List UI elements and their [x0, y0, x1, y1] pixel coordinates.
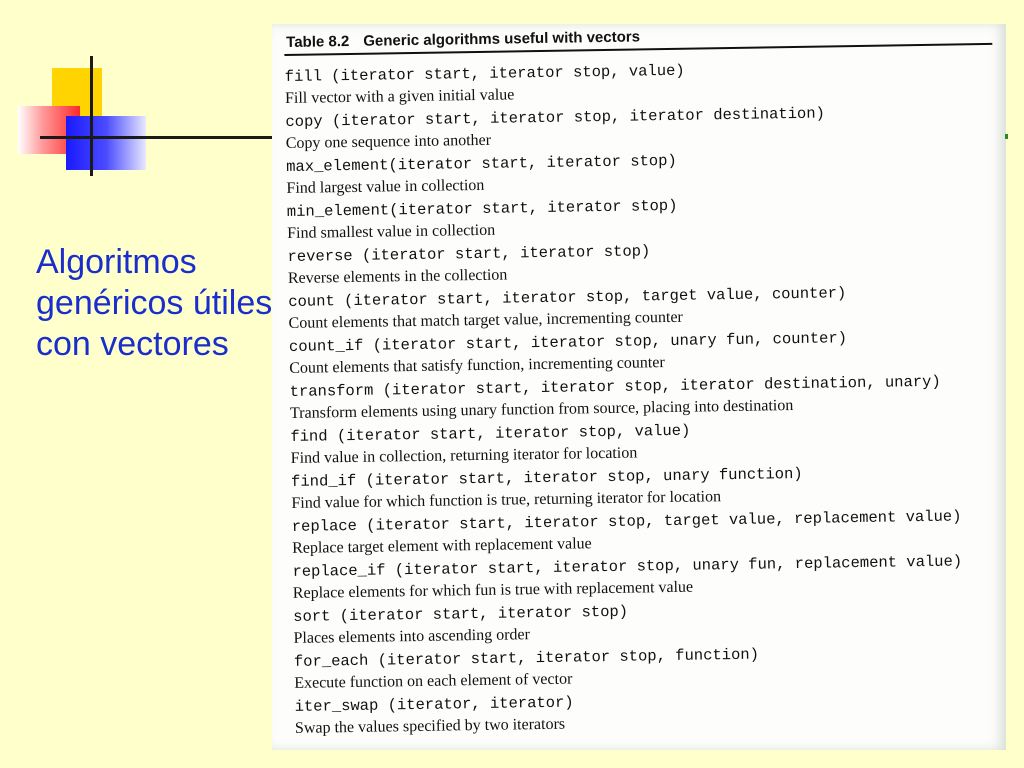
scan-edge-mark [1005, 134, 1008, 139]
algorithm-signature: min_element(iterator start, iterator stop) [286, 196, 678, 221]
algorithm-entry [290, 370, 1003, 423]
algorithm-description: Copy one sequence into another [285, 131, 492, 152]
scanned-table-image [272, 24, 1006, 750]
algorithm-description: Fill vector with a given initial value [284, 86, 515, 107]
algorithm-signature: sort (iterator start, iterator stop) [293, 602, 629, 626]
algorithm-description: Find value in collection, returning iterator for location [290, 444, 638, 467]
algorithm-entry [285, 55, 998, 108]
algorithm-description: Replace target element with replacement value [292, 535, 592, 557]
algorithm-signature: copy (iterator start, iterator stop, iterator destination) [285, 104, 826, 131]
slide-title [36, 242, 276, 365]
algorithm-signature: fill (iterator start, iterator stop, value) [284, 61, 685, 86]
algorithm-description: Reverse elements in the collection [287, 266, 508, 287]
algorithm-entry [288, 280, 1001, 333]
table-caption: Generic algorithms useful with vectors [363, 28, 641, 50]
algorithm-entry [287, 235, 1000, 288]
algorithm-description: Find largest value in collection [286, 176, 485, 197]
algorithm-signature: find (iterator start, iterator stop, value) [290, 421, 691, 446]
algorithm-entry [289, 325, 1002, 378]
algorithm-entry [293, 595, 1006, 648]
algorithm-entry [292, 505, 1005, 558]
algorithm-signature: transform (iterator start, iterator stop, iterator destination, unary) [289, 372, 941, 401]
algorithm-entry [290, 415, 1003, 468]
logo-blue-square [66, 116, 146, 170]
algorithm-signature: replace (iterator start, iterator stop, target value, replacement value) [291, 507, 962, 536]
algorithm-list [285, 55, 1006, 738]
algorithm-signature: count (iterator start, iterator stop, target value, counter) [288, 284, 847, 311]
algorithm-description: Execute function on each element of vector [294, 670, 573, 692]
table-number: Table 8.2 [286, 32, 350, 51]
algorithm-entry [292, 550, 1005, 603]
slide-title-line-2: genéricos útiles [36, 284, 273, 322]
algorithm-signature: find_if (iterator start, iterator stop, unary function) [290, 464, 803, 491]
algorithm-signature: for_each (iterator start, iterator stop, function) [293, 645, 760, 671]
algorithm-description: Find value for which function is true, returning iterator for location [291, 488, 722, 512]
logo-vertical-line [90, 56, 93, 176]
algorithm-description: Places elements into ascending order [293, 626, 531, 647]
logo-horizontal-line [40, 136, 280, 139]
algorithm-signature: max_element(iterator start, iterator stop) [286, 151, 677, 176]
algorithm-entry [294, 640, 1006, 693]
algorithm-description: Find smallest value in collection [287, 221, 496, 242]
slide-logo [0, 0, 160, 190]
algorithm-description: Replace elements for which fun is true with replacement value [292, 578, 694, 602]
algorithm-signature: replace_if (iterator start, iterator stop, unary fun, replacement value) [292, 552, 963, 581]
algorithm-signature: count_if (iterator start, iterator stop, unary fun, counter) [288, 329, 848, 356]
algorithm-entry [291, 460, 1004, 513]
algorithm-entry [287, 190, 1000, 243]
algorithm-description: Transform elements using unary function from source, placing into destination [289, 397, 794, 422]
algorithm-entry [285, 100, 998, 153]
algorithm-entry [294, 685, 1006, 738]
algorithm-entry [286, 145, 999, 198]
slide-title-line-1: Algoritmos [36, 243, 197, 281]
algorithm-signature: reverse (iterator start, iterator stop) [287, 242, 651, 266]
algorithm-signature: iter_swap (iterator, iterator) [294, 693, 574, 716]
algorithm-description: Swap the values specified by two iterators [294, 715, 566, 737]
slide-title-line-3: con vectores [36, 325, 229, 363]
algorithm-description: Count elements that satisfy function, incrementing counter [289, 354, 665, 377]
algorithm-description: Count elements that match target value, incrementing counter [288, 308, 683, 332]
